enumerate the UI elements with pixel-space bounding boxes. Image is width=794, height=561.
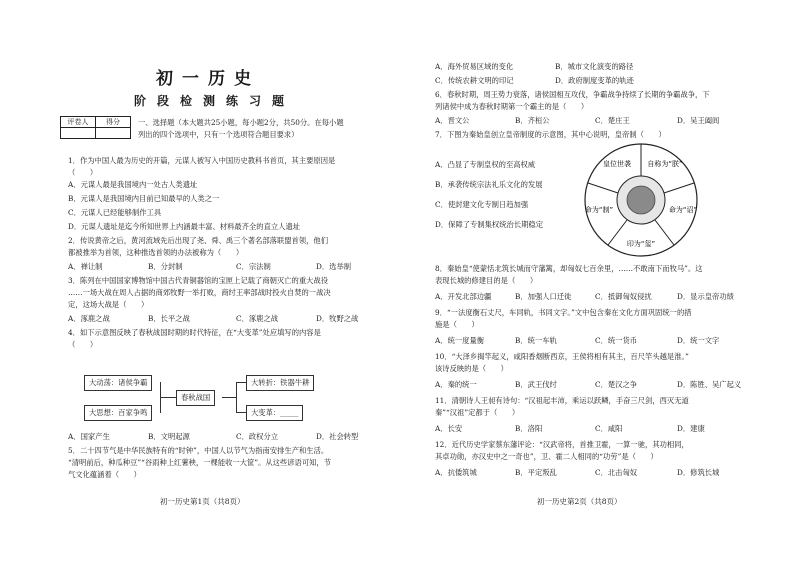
- q10-stem-line2: 该诗反映的是（ ）: [435, 364, 508, 373]
- q6-option-a[interactable]: A．晋文公: [435, 116, 470, 125]
- exam-subtitle: 阶段检测练习题: [134, 94, 296, 108]
- diagram-connector-right-top: [236, 382, 246, 383]
- diagram-box-top-right: 大转折：铁器牛耕: [246, 375, 314, 391]
- q4-option-d[interactable]: D．社会转型: [316, 432, 359, 441]
- q1-stem-line1: 1．作为中国人最为历史的开篇，元谋人被写入中国历史教科书首页，其主要原因是: [68, 156, 336, 165]
- score-label-grader: 评卷人: [61, 117, 96, 128]
- q1-option-d[interactable]: D．元谋人遗址是迄今所知世界上内涵最丰富、材料最齐全的直立人遗址: [68, 222, 301, 231]
- score-cell-score: [96, 128, 131, 139]
- q8-option-d[interactable]: D．显示皇帝功绩: [677, 292, 734, 301]
- q3-stem-line2: ……一场大战在周人占据的商郊牧野一举打败，商纣王率部战时投火自焚的一战决: [68, 288, 331, 297]
- q8-option-a[interactable]: A．开发北部边疆: [435, 292, 492, 301]
- q1-option-b[interactable]: B．元谋人是我国境内目前已知最早的人类之一: [68, 194, 220, 203]
- q5-option-d[interactable]: D．政府制度变革的轨迹: [555, 76, 634, 85]
- diagram-box-bottom-left: 大思想：百家争鸣: [84, 405, 152, 421]
- q7-option-b[interactable]: B．承袭传统宗法礼乐文化的发展: [435, 180, 543, 189]
- q4-stem-line1: 4．如下示意图反映了春秋战国时期的时代特征，在“大变革”处应填写的内容是: [68, 328, 321, 337]
- q6-stem-line1: 6．春秋时期，周王势力衰落，诸侯国相互攻伐，争霸战争持续了长期的争霸战争，下: [435, 90, 710, 99]
- exam-title: 初一历史: [156, 69, 260, 89]
- q12-stem-line2: 其卓功勋，亦汉史中之一奇也”，卫、霍二人相同的“功劳”是（ ）: [435, 452, 658, 461]
- q10-stem-line1: 10．“大泽乡揭竿起义，咸阳香烟断西京，王侯将相有其主，百尺竿头越是淮。”: [435, 352, 689, 361]
- q11-option-b[interactable]: B．洛阳: [515, 424, 543, 433]
- q1-option-c[interactable]: C．元谋人已经能够制作工具: [68, 208, 162, 217]
- q5-stem-line1: 5．二十四节气是中华民族特有的“时钟”，中国人以节气为指南安排生产和生活。: [68, 446, 329, 455]
- q9-option-d[interactable]: D．统一文字: [677, 336, 720, 345]
- q7-option-a[interactable]: A．凸显了专制皇权的至高权威: [435, 160, 536, 169]
- diagram-connector-right-bottom: [236, 412, 246, 413]
- section-heading-line1: 一、选择题（本大题共25小题，每小题2分，共50分。在每小题: [138, 118, 344, 127]
- q3-option-c[interactable]: C．涿鹿之战: [236, 314, 279, 323]
- diagram-box-top-left: 大动荡：诸侯争霸: [84, 375, 152, 391]
- q11-option-c[interactable]: C．咸阳: [595, 424, 623, 433]
- wheel-label-hereditary: 皇位世袭: [603, 160, 631, 168]
- q9-option-a[interactable]: A．统一度量衡: [435, 336, 485, 345]
- q11-option-a[interactable]: A．长安: [435, 424, 463, 433]
- q8-stem-line2: 表现长城的修建目的是（ ）: [435, 276, 538, 285]
- q12-option-c[interactable]: C．北击匈奴: [595, 468, 638, 477]
- diagram-connector-right: [236, 382, 237, 413]
- q5-stem-line3: 气文化蕴涵着（ ）: [68, 470, 141, 479]
- q4-option-a[interactable]: A．国家产生: [68, 432, 110, 441]
- score-table: [60, 116, 131, 139]
- q3-option-d[interactable]: D．牧野之战: [316, 314, 359, 323]
- q1-option-a[interactable]: A．元谋人最是我国境内一处古人类遗址: [68, 180, 198, 189]
- q10-option-c[interactable]: C．楚汉之争: [595, 380, 638, 389]
- q2-option-b[interactable]: B．分封制: [148, 262, 183, 271]
- score-label-score: 得分: [96, 117, 131, 128]
- q12-option-d[interactable]: D．修筑长城: [677, 468, 720, 477]
- q11-stem-line1: 11．清朝诗人王昶有诗句：“汉祖起丰沛，乘运以跃鳞，手奋三尺剑，西灭无道: [435, 396, 689, 405]
- q7-option-c[interactable]: C．使封建文化专制日趋加强: [435, 200, 529, 209]
- diagram-box-center: 春秋战国: [176, 390, 215, 406]
- q12-option-b[interactable]: B．平定叛乱: [515, 468, 557, 477]
- q5-stem-line2: “清明前后，种瓜种豆”“谷雨种上红薯秧，一棵能收一大筐”。从这些谚语可知，节: [68, 458, 332, 467]
- q10-option-a[interactable]: A．秦的统一: [435, 380, 477, 389]
- wheel-label-zhi: 命为“制”: [584, 206, 614, 214]
- score-cell-grader: [61, 128, 96, 139]
- q2-option-a[interactable]: A．禅让制: [68, 262, 103, 271]
- diagram-box-bottom-right: 大变革：_____: [246, 405, 303, 421]
- q6-option-c[interactable]: C．楚庄王: [595, 116, 630, 125]
- q11-option-d[interactable]: D．建康: [677, 424, 705, 433]
- page-right: [397, 0, 794, 561]
- footer-page-1: 初一历史第1页（共8页）: [160, 497, 245, 506]
- wheel-label-xi: 印为“玺”: [626, 240, 656, 248]
- q10-option-d[interactable]: D．陈胜、吴广起义: [677, 380, 742, 389]
- q9-stem-line2: 施是（ ）: [435, 320, 479, 329]
- footer-page-2: 初一历史第2页（共8页）: [537, 497, 622, 506]
- q6-option-b[interactable]: B．齐桓公: [515, 116, 550, 125]
- q4-stem-line2: （ ）: [68, 340, 98, 349]
- diagram-connector-right-mid: [222, 397, 236, 398]
- q12-option-a[interactable]: A．抗倭筑城: [435, 468, 477, 477]
- q8-option-c[interactable]: C．抵御匈奴侵扰: [595, 292, 652, 301]
- q5-option-a[interactable]: A．海外贸易区域的变化: [435, 62, 514, 71]
- diagram-connector-left-mid: [160, 397, 176, 398]
- wheel-label-zhao: 命为“诏”: [668, 206, 698, 214]
- section-heading-line2: 列出的四个选项中，只有一个选项符合题目要求）: [138, 130, 299, 139]
- q9-option-c[interactable]: C．统一货币: [595, 336, 638, 345]
- q1-stem-line2: （ ）: [68, 168, 98, 177]
- q3-stem-line3: 定，这场大战是（ ）: [68, 300, 149, 309]
- wheel-label-zhen: 自称为“朕”: [647, 160, 683, 168]
- q9-stem-line1: 9．“一法度衡石丈尺，车同轨，书同文字。”文中包含秦在文化方面巩固统一的措: [435, 308, 692, 317]
- q12-stem-line1: 12．近代历史学家蔡东藩评论：“汉武帝将，首推卫霍，一算一驰，其功相同，: [435, 440, 689, 449]
- q7-option-d[interactable]: D．保障了专制集权统治长期稳定: [435, 220, 544, 229]
- q2-option-d[interactable]: D．选举制: [316, 262, 352, 271]
- q2-option-c[interactable]: C．宗法制: [236, 262, 271, 271]
- q4-option-c[interactable]: C．政权分立: [236, 432, 279, 441]
- q8-stem-line1: 8．秦始皇“使蒙恬北筑长城而守藩篱，却匈奴七百余里，……不敢南下而牧马”。这: [435, 264, 703, 273]
- q3-stem-line1: 3．陈列在中国国家博物馆中国古代青铜器馆的宝匣上记载了商朝灭亡的重大战役: [68, 276, 329, 285]
- q6-option-d[interactable]: D．吴王阖闾: [677, 116, 720, 125]
- emperor-wheel-diagram: [577, 140, 705, 260]
- q3-option-b[interactable]: B．长平之战: [148, 314, 190, 323]
- q2-stem-line2: 都被推举为首领，这种推选首领的办法被称为（ ）: [68, 248, 244, 257]
- emperor-portrait-icon: [627, 186, 655, 214]
- q7-stem-line1: 7．下图为秦始皇创立皇帝制度的示意图，其中心说明，皇帝制（ ）: [435, 130, 666, 139]
- q3-option-a[interactable]: A．涿鹿之战: [68, 314, 110, 323]
- q5-option-c[interactable]: C．传统农耕文明的印记: [435, 76, 514, 85]
- q10-option-b[interactable]: B．武王伐纣: [515, 380, 557, 389]
- q6-stem-line2: 列诸侯中成为春秋时期第一个霸主的是（ ）: [435, 102, 589, 111]
- q5-option-b[interactable]: B．城市文化演变的路径: [555, 62, 634, 71]
- q8-option-b[interactable]: B．加强人口迁徙: [515, 292, 572, 301]
- q2-stem-line1: 2．传说黄帝之后，黄河流域先后出现了尧、舜、禹三个著名部落联盟首领，他们: [68, 236, 329, 245]
- q11-stem-line2: 秦”“汉祖”定都于（ ）: [435, 408, 520, 417]
- q9-option-b[interactable]: B．统一车轨: [515, 336, 557, 345]
- q4-option-b[interactable]: B．文明起源: [148, 432, 190, 441]
